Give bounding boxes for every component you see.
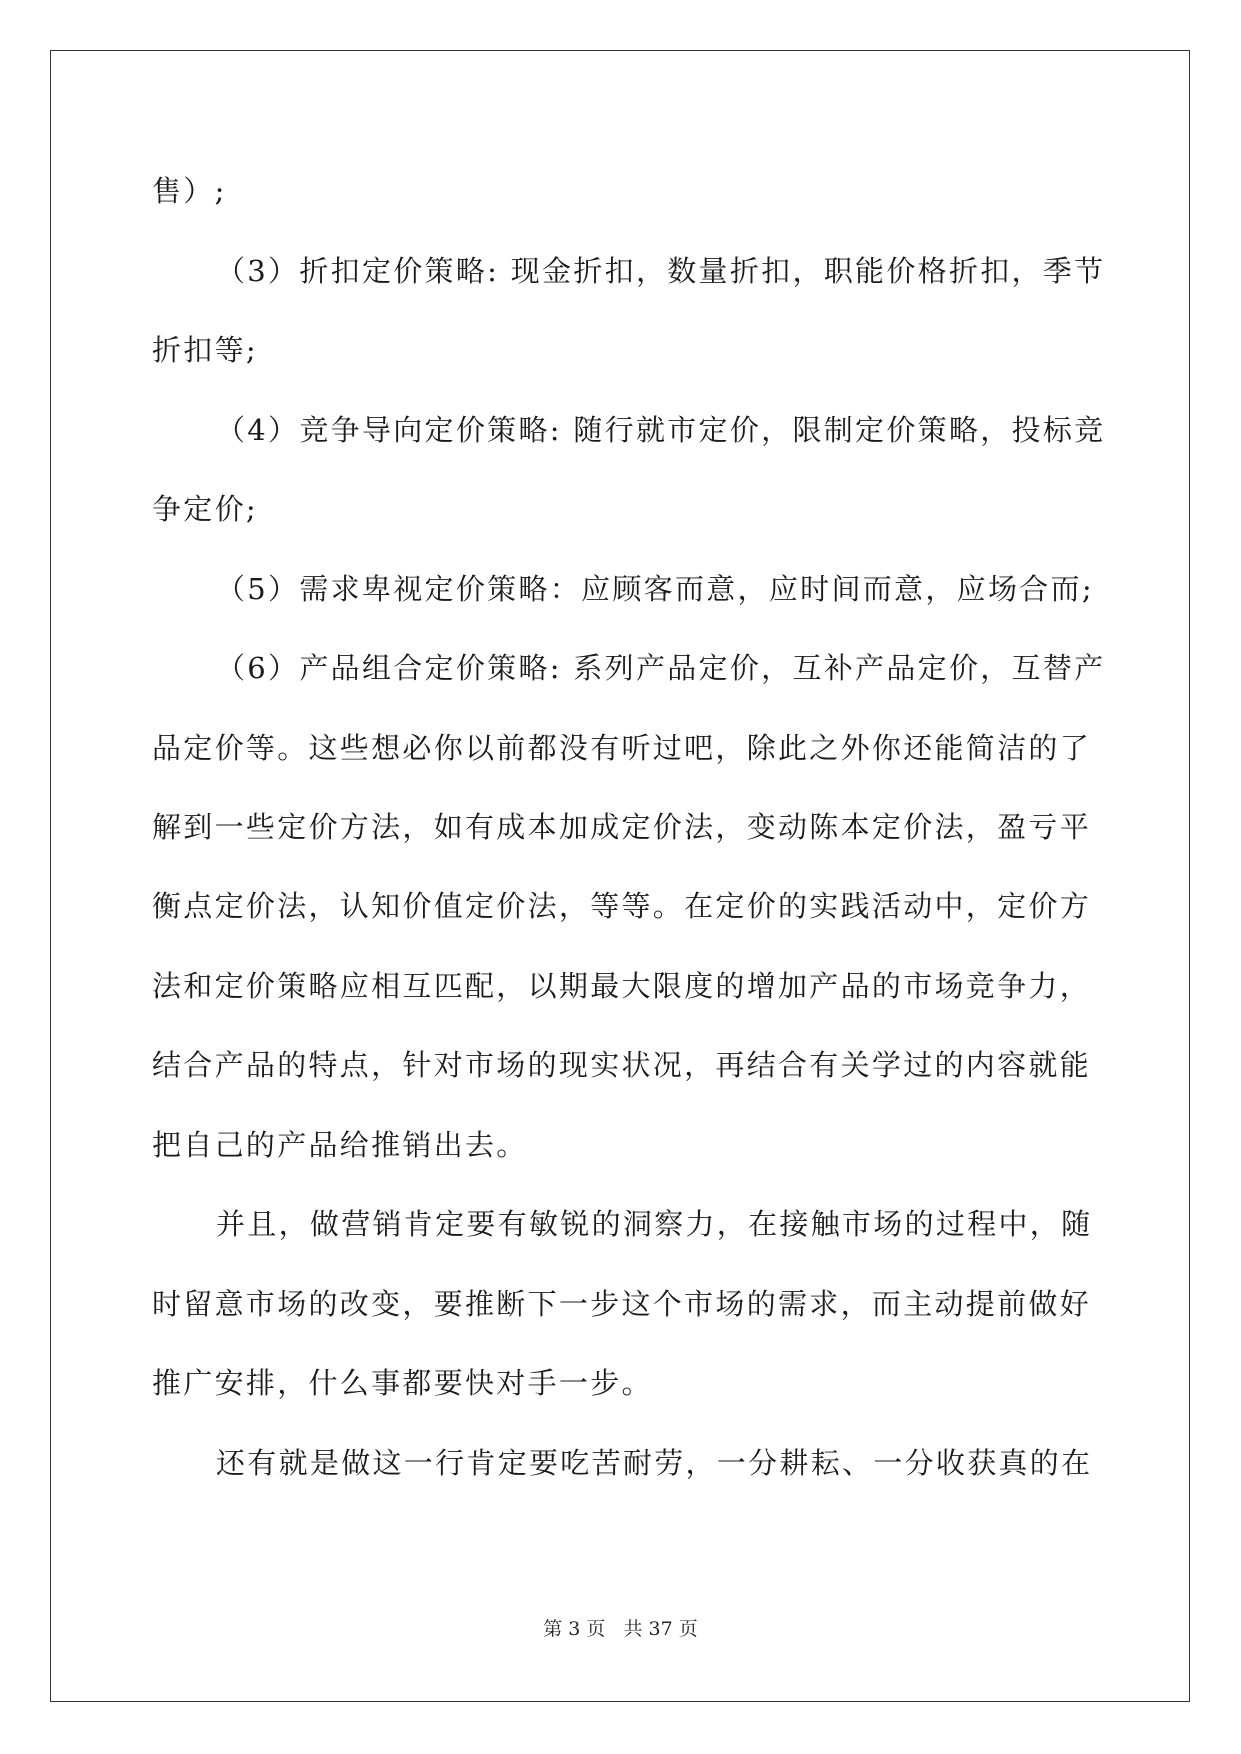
text-line: 结合产品的特点，针对市场的现实状况，再结合有关学过的内容就能 [152, 1048, 1092, 1082]
current-page-number: 第 3 页 [543, 1618, 606, 1640]
text-line: 时留意市场的改变，要推断下一步这个市场的需求，而主动提前做好 [152, 1287, 1092, 1321]
text-line: 并且，做营销肯定要有敏锐的洞察力，在接触市场的过程中，随 [216, 1207, 1093, 1241]
total-page-count: 共 37 页 [623, 1618, 698, 1640]
text-line: 争定价; [152, 492, 258, 526]
text-line: 品定价等。这些想必你以前都没有听过吧，除此之外你还能简洁的了 [152, 731, 1092, 765]
text-line: 把自己的产品给推销出去。 [152, 1128, 528, 1162]
text-line: （4）竞争导向定价策略: 随行就市定价，限制定价策略，投标竞 [216, 413, 1106, 447]
text-line: 推广安排，什么事都要快对手一步。 [152, 1366, 653, 1400]
text-line: 售）; [152, 174, 227, 208]
text-line: （5）需求卑视定价策略：应顾客而意，应时间而意，应场合而; [216, 572, 1094, 606]
text-line: 法和定价策略应相互匹配，以期最大限度的增加产品的市场竞争力， [152, 969, 1092, 1003]
text-line: （6）产品组合定价策略: 系列产品定价，互补产品定价，互替产 [216, 651, 1106, 685]
text-line: （3）折扣定价策略: 现金折扣，数量折扣，职能价格折扣，季节 [216, 254, 1106, 288]
text-line: 折扣等; [152, 333, 258, 367]
text-line: 衡点定价法，认知价值定价法，等等。在定价的实践活动中，定价方 [152, 889, 1092, 923]
page-footer [0, 1617, 1241, 1641]
text-line: 解到一些定价方法，如有成本加成定价法，变动陈本定价法，盈亏平 [152, 810, 1092, 844]
text-line: 还有就是做这一行肯定要吃苦耐劳，一分耕耘、一分收获真的在 [216, 1446, 1093, 1480]
